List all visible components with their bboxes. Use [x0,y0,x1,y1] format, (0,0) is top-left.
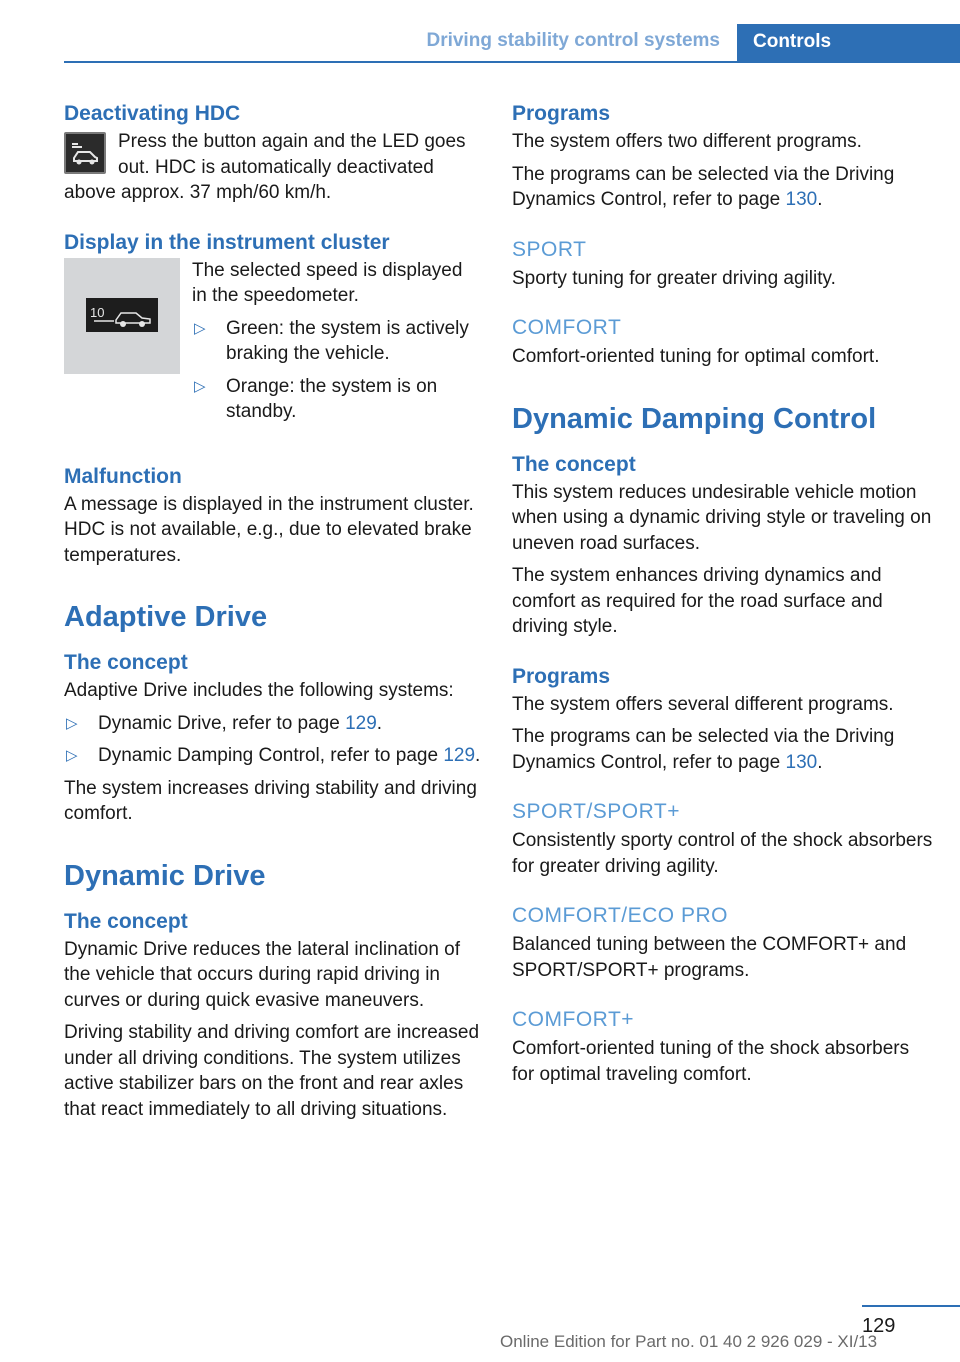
ddc-programs-heading: Programs [512,664,611,688]
comfort-text: Comfort-oriented tuning for optimal comfort. [512,346,880,367]
triangle-bullet-icon: ▷ [66,714,78,732]
comfortplus-text: Comfort-oriented tuning of the shock absorbers for optimal traveling comfort. [512,1038,910,1085]
ecopro-text: Balanced tuning between the COMFORT+ and SPORT/SPORT+ programs. [512,934,907,981]
list-item [192,374,482,425]
list-item-text: Dynamic Damping Control, refer to page [98,745,444,766]
programs-text-2: The programs can be selected via the Driving Dynamics Control, refer to page 130. [512,163,895,210]
list-item-text: Dynamic Drive, refer to page [98,712,346,734]
list-item [64,743,482,769]
hdc-text: Press the button again and the LED goes out. HDC is automatically deactivated above approx. 37 mph/60 km/h. [64,131,466,203]
period: . [376,712,383,734]
ddc-concept-heading: The concept [512,452,636,476]
adaptive-summary: The system increases driving stability and driving comfort. [64,777,477,824]
page-link-130[interactable]: 130 [785,189,818,210]
hdc-button-icon [64,132,106,174]
right-column [512,100,936,1094]
dd-text-2: Driving stability and driving comfort are increased under all driving conditions. The system utilizes active stabilizer bars on the front and rear axles that react immediately to all driving situations. [64,1022,480,1120]
adaptive-concept-heading: The concept [64,651,188,674]
list-item-text: Green: the system is actively braking the vehicle. [226,317,469,364]
adaptive-drive-heading: Adaptive Drive [64,601,268,633]
page-link-130[interactable]: 130 [785,751,818,773]
list-item [192,316,482,367]
sport-text: Sporty tuning for greater driving agility. [512,267,836,289]
malfunction-heading: Malfunction [64,464,182,488]
programs-heading: Programs [512,102,611,125]
instrument-cluster-image [64,258,180,374]
header-tab-controls[interactable] [737,24,960,62]
ddc-text-2: The system enhances driving dynamics and comfort as required for the road surface and driving style. [512,565,883,637]
sportplus-text: Consistently sporty control of the shock absorbers for greater driving agility. [512,830,933,877]
triangle-bullet-icon: ▷ [194,377,206,395]
header-tab-label: Controls [753,31,832,52]
triangle-bullet-icon: ▷ [66,747,78,764]
programs-text-1: The system offers two different programs. [512,131,862,152]
comfort-heading: COMFORT [512,316,622,339]
display-bullets [192,316,482,432]
dynamic-drive-heading: Dynamic Drive [64,859,266,892]
edition-text: Online Edition for Part no. 01 40 2 926 029 - XI/13 [500,1332,878,1351]
period: . [475,745,481,766]
left-column [64,100,482,1129]
dd-concept-heading: The concept [64,909,188,933]
dd-text-1: Dynamic Drive reduces the lateral inclination of the vehicle that occurs during rapid driving in curves or during quick evasive maneuvers. [64,938,461,1011]
malfunction-text: A message is displayed in the instrument cluster. HDC is not available, e.g., due to elevated brake temperatures. [64,493,474,566]
list-item [64,711,482,737]
page-link-129[interactable]: 129 [345,712,377,734]
ddc-programs-text-1: The system offers several different programs. [512,693,894,715]
header-section-title: Driving stability control systems [426,30,720,51]
page-link-129[interactable]: 129 [443,745,476,766]
display-text: The selected speed is displayed in the speedometer. [192,259,463,306]
ecopro-heading: COMFORT/ECO PRO [512,904,728,927]
page-number: 129 [862,1315,896,1337]
ddc-heading: Dynamic Damping Control [512,402,877,435]
adaptive-concept-text: Adaptive Drive includes the following systems: [64,680,454,701]
triangle-bullet-icon: ▷ [194,319,206,337]
sport-heading: SPORT [512,237,587,261]
sportplus-heading: SPORT/SPORT+ [512,800,681,823]
list-item-text: Orange: the system is on standby. [226,375,438,422]
ddc-programs-text-2: The programs can be selected via the Driving Dynamics Control, refer to page 130. [512,726,895,773]
footer-rule [862,1305,960,1307]
adaptive-bullets [64,711,482,769]
hdc-heading: Deactivating HDC [64,102,241,125]
display-heading: Display in the instrument cluster [64,230,390,254]
cluster-speed-text: 10 [90,304,105,320]
ddc-text-1: This system reduces undesirable vehicle motion when using a dynamic driving style or traveling on uneven road surfaces. [512,481,932,554]
comfortplus-heading: COMFORT+ [512,1008,635,1031]
